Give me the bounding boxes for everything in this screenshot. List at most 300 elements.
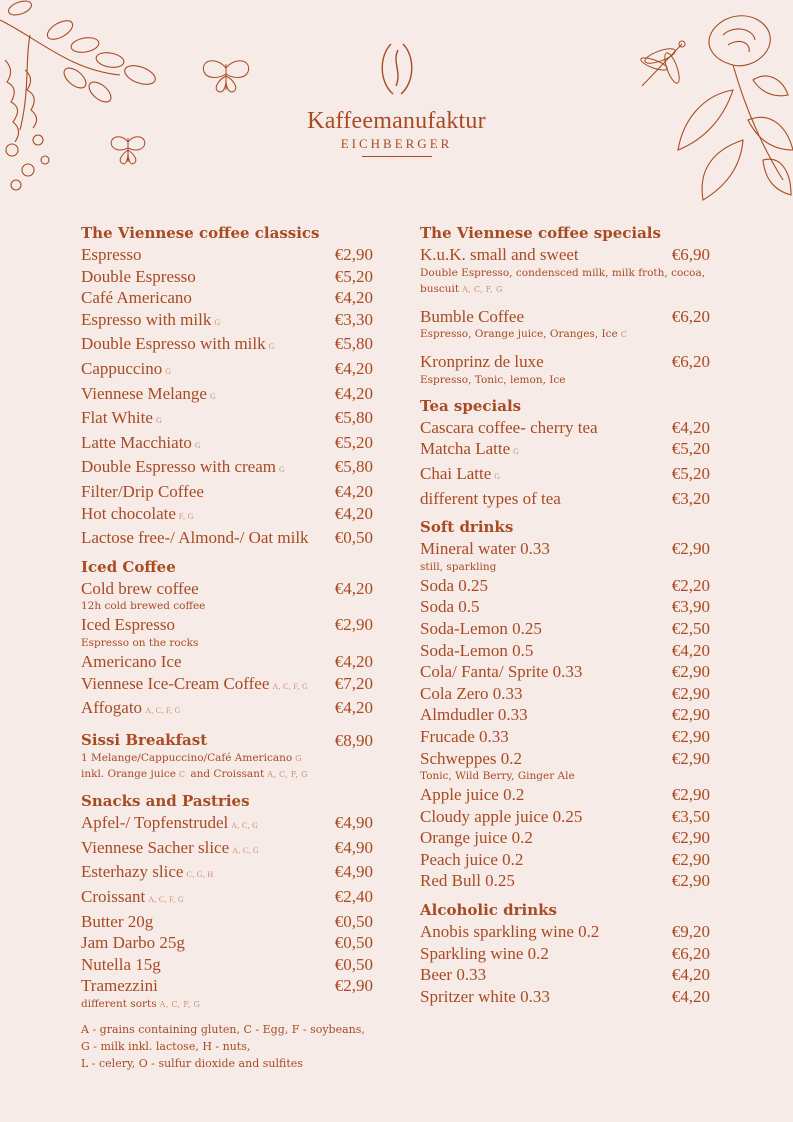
allergen-codes: G (214, 317, 221, 327)
menu-item-row (420, 784, 712, 806)
item-price: €2,90 (671, 662, 710, 682)
item-name (81, 244, 141, 266)
section-title: Tea specials (420, 396, 522, 415)
menu-item (420, 618, 712, 640)
menu-item (420, 870, 712, 892)
section-header (420, 223, 712, 244)
menu-item-row (81, 886, 373, 911)
item-name-text: Café Americano (81, 288, 192, 308)
allergen-codes: C, G, H (186, 870, 214, 880)
item-price: €9,20 (671, 922, 710, 942)
item-price: €4,90 (334, 813, 373, 833)
item-name (420, 784, 524, 806)
item-name-text: Schweppes 0.2 (420, 748, 522, 768)
section-title: The Viennese coffee specials (420, 224, 661, 242)
description-text: Espresso, Orange juice, Oranges, Ice (420, 328, 618, 341)
item-name (81, 456, 285, 481)
menu-item (420, 488, 712, 510)
item-name-text: Sparkling wine 0.2 (420, 943, 549, 963)
allergen-codes: G (278, 465, 286, 475)
menu-item (81, 837, 373, 862)
allergen-codes: G (268, 342, 275, 352)
item-price: €4,90 (334, 837, 373, 857)
section-title: Alcoholic drinks (420, 901, 557, 920)
menu-item-row (420, 726, 712, 748)
allergen-codes: G (295, 754, 302, 764)
allergen-codes: A, C, G (231, 821, 259, 831)
item-name (81, 837, 259, 862)
menu-item-row (420, 488, 712, 510)
item-price: €0,50 (334, 911, 373, 931)
item-name-text: Spritzer white 0.33 (420, 986, 550, 1006)
menu-column-left (81, 223, 373, 1072)
allergen-codes: F, G (178, 511, 194, 521)
menu-item (420, 921, 712, 943)
menu-item-row (81, 697, 373, 722)
menu-item (81, 861, 373, 886)
item-name (81, 886, 184, 911)
item-price: €2,20 (671, 575, 710, 595)
item-name-text: Americano Ice (81, 651, 182, 671)
item-price: €0,50 (334, 933, 373, 953)
item-name-text: Kronprinz de luxe (420, 352, 544, 372)
item-name (420, 704, 528, 726)
description-text: different sorts (81, 998, 157, 1011)
menu-item (81, 266, 373, 288)
item-price: €5,20 (334, 266, 373, 286)
item-name-text: Apple juice 0.2 (420, 785, 525, 805)
menu-item-row (81, 244, 373, 266)
item-price: €3,50 (671, 806, 710, 826)
brand-logo (0, 40, 793, 157)
menu-item (81, 456, 373, 481)
menu-item (81, 614, 373, 651)
section-header (81, 791, 373, 812)
item-price: €4,20 (334, 651, 373, 671)
menu-item (81, 527, 373, 549)
menu-item-row (420, 618, 712, 640)
item-description (81, 598, 373, 614)
section-header (420, 900, 712, 921)
allergen-codes: A, C, F, G (148, 895, 184, 905)
item-price: €2,90 (671, 785, 710, 805)
menu-item (81, 673, 373, 698)
description-text: 1 Melange/Cappuccino/Café Americano (81, 752, 293, 765)
item-name (420, 417, 598, 439)
item-price: €5,20 (671, 439, 710, 459)
menu-item-row (420, 244, 712, 266)
item-price: €6,20 (671, 943, 710, 963)
item-price: €2,90 (671, 683, 710, 703)
item-name-text: Esterhazy slice (81, 862, 184, 882)
menu-item (81, 954, 373, 976)
item-name (420, 870, 515, 892)
item-name (420, 827, 533, 849)
item-price: €0,50 (334, 954, 373, 974)
item-name-text: Croissant (81, 887, 146, 907)
item-name-text: Butter 20g (81, 911, 154, 931)
item-name-text: Viennese Melange (81, 383, 207, 403)
menu-item (81, 383, 373, 408)
menu-item-row (81, 481, 373, 503)
menu-item (420, 806, 712, 828)
allergen-codes: G (155, 416, 163, 426)
menu-item-row (81, 954, 373, 976)
menu-item-row (420, 986, 712, 1008)
menu-item (420, 640, 712, 662)
allergen-legend (81, 1021, 373, 1072)
description-text: Double Espresso, condensced milk, milk froth, cocoa, buscuit (420, 266, 706, 295)
description-text: 12h cold brewed coffee (81, 600, 206, 613)
menu-item-row (81, 456, 373, 481)
menu-item (420, 538, 712, 575)
menu-item (81, 358, 373, 383)
menu-item (420, 784, 712, 806)
menu-item (420, 964, 712, 986)
menu-item-row (81, 383, 373, 408)
menu-item (81, 432, 373, 457)
item-name (420, 618, 542, 640)
section-price: €8,90 (334, 730, 373, 750)
menu-item (420, 683, 712, 705)
description-text: inkl. Orange juice (81, 768, 176, 781)
menu-item-row (420, 575, 712, 597)
item-price: €6,20 (671, 352, 710, 372)
item-price: €4,20 (334, 481, 373, 501)
allergen-codes: G (194, 440, 201, 450)
menu-item (420, 244, 712, 298)
allergen-codes: G (513, 447, 520, 457)
item-name-text: Orange juice 0.2 (420, 828, 533, 848)
item-name (81, 503, 194, 528)
item-name-text: Frucade 0.33 (420, 726, 509, 746)
menu-item-row (420, 943, 712, 965)
menu-item-row (81, 837, 373, 862)
item-name (420, 964, 486, 986)
item-name-text: Mineral water 0.33 (420, 539, 550, 559)
item-name-text: Iced Espresso (81, 615, 175, 635)
item-price: €4,20 (334, 578, 373, 598)
menu-item (420, 986, 712, 1008)
item-name (81, 266, 196, 288)
item-price: €4,20 (334, 288, 373, 308)
item-name (420, 683, 522, 705)
item-name-text: Tramezzini (81, 976, 158, 996)
item-price: €5,80 (334, 334, 373, 354)
menu-item-row (420, 806, 712, 828)
item-name-text: Cold brew coffee (81, 578, 199, 598)
menu-item (81, 812, 373, 837)
menu-item-row (81, 673, 373, 698)
item-name (81, 358, 171, 383)
brand-name: Kaffeemanufaktur (307, 108, 486, 134)
menu-item-row (81, 266, 373, 288)
menu-item (420, 306, 712, 344)
description-text: Tonic, Wild Berry, Ginger Ale (420, 770, 575, 783)
item-price: €2,90 (671, 705, 710, 725)
item-price: €3,20 (671, 488, 710, 508)
item-name (81, 333, 275, 358)
menu-section (81, 791, 373, 1013)
item-name (420, 596, 480, 618)
item-name (81, 481, 204, 503)
item-name-text: Viennese Sacher slice (81, 837, 230, 857)
item-name (420, 921, 599, 943)
item-price: €5,80 (334, 408, 373, 428)
menu-item (420, 351, 712, 388)
menu-item-row (420, 704, 712, 726)
item-name-text: Soda 0.5 (420, 597, 480, 617)
item-name-text: Espresso with milk (81, 309, 212, 329)
item-price: €0,50 (334, 528, 373, 548)
menu-item-row (81, 432, 373, 457)
menu-item-row (81, 932, 373, 954)
menu-item-row (420, 640, 712, 662)
menu-item (420, 704, 712, 726)
item-price: €4,20 (671, 640, 710, 660)
item-name (81, 861, 213, 886)
item-name (420, 351, 544, 373)
item-description (420, 372, 712, 388)
menu-item-row (420, 748, 712, 770)
item-name (420, 986, 550, 1008)
item-name-text: Affogato (81, 698, 143, 718)
menu-item (81, 481, 373, 503)
item-name-text: Apfel-/ Topfenstrudel (81, 813, 229, 833)
menu-item-row (81, 975, 373, 997)
item-price: €6,90 (671, 245, 710, 264)
menu-item (420, 463, 712, 488)
item-price: €5,80 (334, 457, 373, 477)
allergen-codes: G (494, 471, 501, 481)
item-price: €4,20 (334, 503, 373, 523)
item-price: €4,20 (671, 417, 710, 437)
item-price: €2,90 (671, 849, 710, 869)
allergen-codes: G (209, 391, 217, 401)
menu-item-row (420, 964, 712, 986)
menu-item-row (81, 333, 373, 358)
section-title: Soft drinks (420, 518, 514, 537)
menu-item-row (420, 538, 712, 560)
menu-item (81, 886, 373, 911)
section-title: The Viennese coffee classics (81, 224, 320, 242)
item-name (420, 463, 500, 488)
item-name (420, 943, 549, 965)
section-header (420, 517, 712, 538)
brand-divider (362, 156, 432, 157)
item-name (81, 578, 199, 600)
menu-section (420, 517, 712, 892)
menu-item-row (81, 407, 373, 432)
menu-item-row (81, 614, 373, 636)
item-name-text: Cappuccino (81, 358, 163, 378)
item-name (81, 383, 216, 408)
brand-subtitle: EICHBERGER (340, 136, 453, 151)
item-name-text: Cola/ Fanta/ Sprite 0.33 (420, 662, 583, 682)
menu-item-row (81, 578, 373, 600)
menu-item (81, 244, 373, 266)
item-name-text: Soda-Lemon 0.5 (420, 640, 534, 660)
menu-item (420, 417, 712, 439)
item-name (420, 538, 550, 560)
item-price: €2,90 (671, 871, 710, 891)
item-description (420, 265, 712, 298)
item-name-text: different types of tea (420, 488, 561, 508)
item-name-text: Lactose free-/ Almond-/ Oat milk (81, 528, 309, 548)
item-name (420, 488, 561, 510)
item-price: €2,90 (334, 976, 373, 996)
menu-section (81, 730, 373, 784)
item-name (420, 661, 582, 683)
item-name (81, 287, 192, 309)
allergen-codes: C (178, 770, 186, 780)
item-name-text: Double Espresso (81, 266, 196, 286)
item-price: €4,20 (334, 383, 373, 403)
item-name (81, 697, 181, 722)
menu-item-row (81, 527, 373, 549)
item-name (81, 614, 175, 636)
item-price: €5,20 (671, 463, 710, 483)
item-price: €2,40 (334, 887, 373, 907)
item-description (81, 996, 373, 1013)
allergen-codes: A, C, F, G (159, 1000, 201, 1010)
item-name (420, 244, 579, 266)
menu-item-row (81, 503, 373, 528)
item-name (81, 911, 153, 933)
item-name-text: Chai Latte (420, 463, 492, 483)
item-name-text: Soda-Lemon 0.25 (420, 618, 542, 638)
menu-item-row (420, 351, 712, 373)
description-text: Espresso, Tonic, lemon, Ice (420, 373, 566, 386)
menu-section (420, 900, 712, 1007)
section-header (81, 557, 373, 578)
legend-line: L - celery, O - sulfur dioxide and sulfites (81, 1057, 303, 1071)
menu-item-row (420, 306, 712, 328)
menu-item (81, 697, 373, 722)
section-header (420, 396, 712, 417)
menu-item-row (420, 921, 712, 943)
menu-column-right (420, 223, 712, 1015)
item-name-text: Latte Macchiato (81, 432, 192, 452)
item-name (420, 748, 522, 770)
item-name (420, 806, 582, 828)
item-name (81, 651, 182, 673)
menu-item-row (81, 651, 373, 673)
item-name (81, 407, 162, 432)
menu-item-row (81, 812, 373, 837)
item-description (420, 326, 712, 343)
menu-item-row (420, 417, 712, 439)
item-price: €5,20 (334, 432, 373, 452)
item-name (81, 527, 309, 549)
legend-line: A - grains containing gluten, C - Egg, F - soybeans, (81, 1023, 365, 1037)
item-price: €2,90 (671, 828, 710, 848)
item-price: €2,90 (334, 245, 373, 264)
item-name (81, 309, 220, 334)
menu-item (81, 287, 373, 309)
allergen-codes: A, C, F, G (267, 770, 308, 780)
item-name-text: Peach juice 0.2 (420, 849, 524, 869)
coffee-bean-icon (377, 40, 417, 98)
item-name-text: Double Espresso with milk (81, 334, 266, 354)
section-title: Sissi Breakfast (81, 730, 208, 749)
item-name-text: Cola Zero 0.33 (420, 683, 523, 703)
menu-item (81, 309, 373, 334)
item-name-text: Cascara coffee- cherry tea (420, 417, 598, 437)
menu-item (81, 503, 373, 528)
item-name-text: Viennese Ice-Cream Coffee (81, 673, 270, 693)
menu-item (81, 932, 373, 954)
description-text: still, sparkling (420, 560, 497, 573)
item-name-text: K.u.K. small and sweet (420, 245, 579, 264)
section-description (81, 766, 373, 783)
item-name-text: Nutella 15g (81, 954, 161, 974)
section-title: Snacks and Pastries (81, 792, 250, 811)
item-name-text: Espresso (81, 245, 142, 264)
menu-section (420, 396, 712, 509)
menu-item (420, 438, 712, 463)
menu-section (81, 223, 373, 549)
item-name-text: Anobis sparkling wine 0.2 (420, 922, 600, 942)
menu-item-row (420, 438, 712, 463)
item-name (420, 726, 509, 748)
item-price: €6,20 (671, 306, 710, 326)
section-description (81, 750, 373, 767)
allergen-codes: G (165, 366, 172, 376)
item-name-text: Bumble Coffee (420, 306, 525, 326)
menu-item-row (81, 309, 373, 334)
menu-section (81, 557, 373, 722)
item-name (81, 975, 158, 997)
allergen-codes: C (620, 330, 628, 340)
item-price: €7,20 (334, 673, 373, 693)
item-price: €2,90 (671, 726, 710, 746)
item-name-text: Filter/Drip Coffee (81, 481, 204, 501)
menu-item-row (81, 358, 373, 383)
item-name (420, 849, 523, 871)
menu-item-row (81, 911, 373, 933)
allergen-codes: A, C, F, G (462, 284, 503, 294)
item-name (420, 575, 488, 597)
item-name (81, 673, 308, 698)
menu-item (420, 596, 712, 618)
menu-item-row (420, 849, 712, 871)
menu-item (420, 661, 712, 683)
item-name-text: Flat White (81, 408, 153, 428)
item-name-text: Almdudler 0.33 (420, 705, 528, 725)
item-name (420, 306, 524, 328)
menu-item (81, 407, 373, 432)
allergen-codes: A, C, F, G (272, 681, 309, 691)
item-name-text: Red Bull 0.25 (420, 871, 515, 891)
item-description (420, 559, 712, 575)
item-name-text: Hot chocolate (81, 503, 176, 523)
item-price: €4,20 (334, 358, 373, 378)
item-price: €2,50 (671, 618, 710, 638)
menu-section (420, 223, 712, 388)
description-text: and Croissant (190, 768, 265, 781)
item-name-text: Matcha Latte (420, 439, 511, 459)
menu-item-row (420, 683, 712, 705)
item-name (420, 640, 533, 662)
menu-item-row (420, 661, 712, 683)
menu-item-row (81, 287, 373, 309)
item-price: €2,90 (671, 539, 710, 559)
item-price: €2,90 (671, 748, 710, 768)
item-name-text: Cloudy apple juice 0.25 (420, 806, 583, 826)
item-price: €3,30 (334, 309, 373, 329)
allergen-codes: A, C, F, G (145, 706, 181, 716)
